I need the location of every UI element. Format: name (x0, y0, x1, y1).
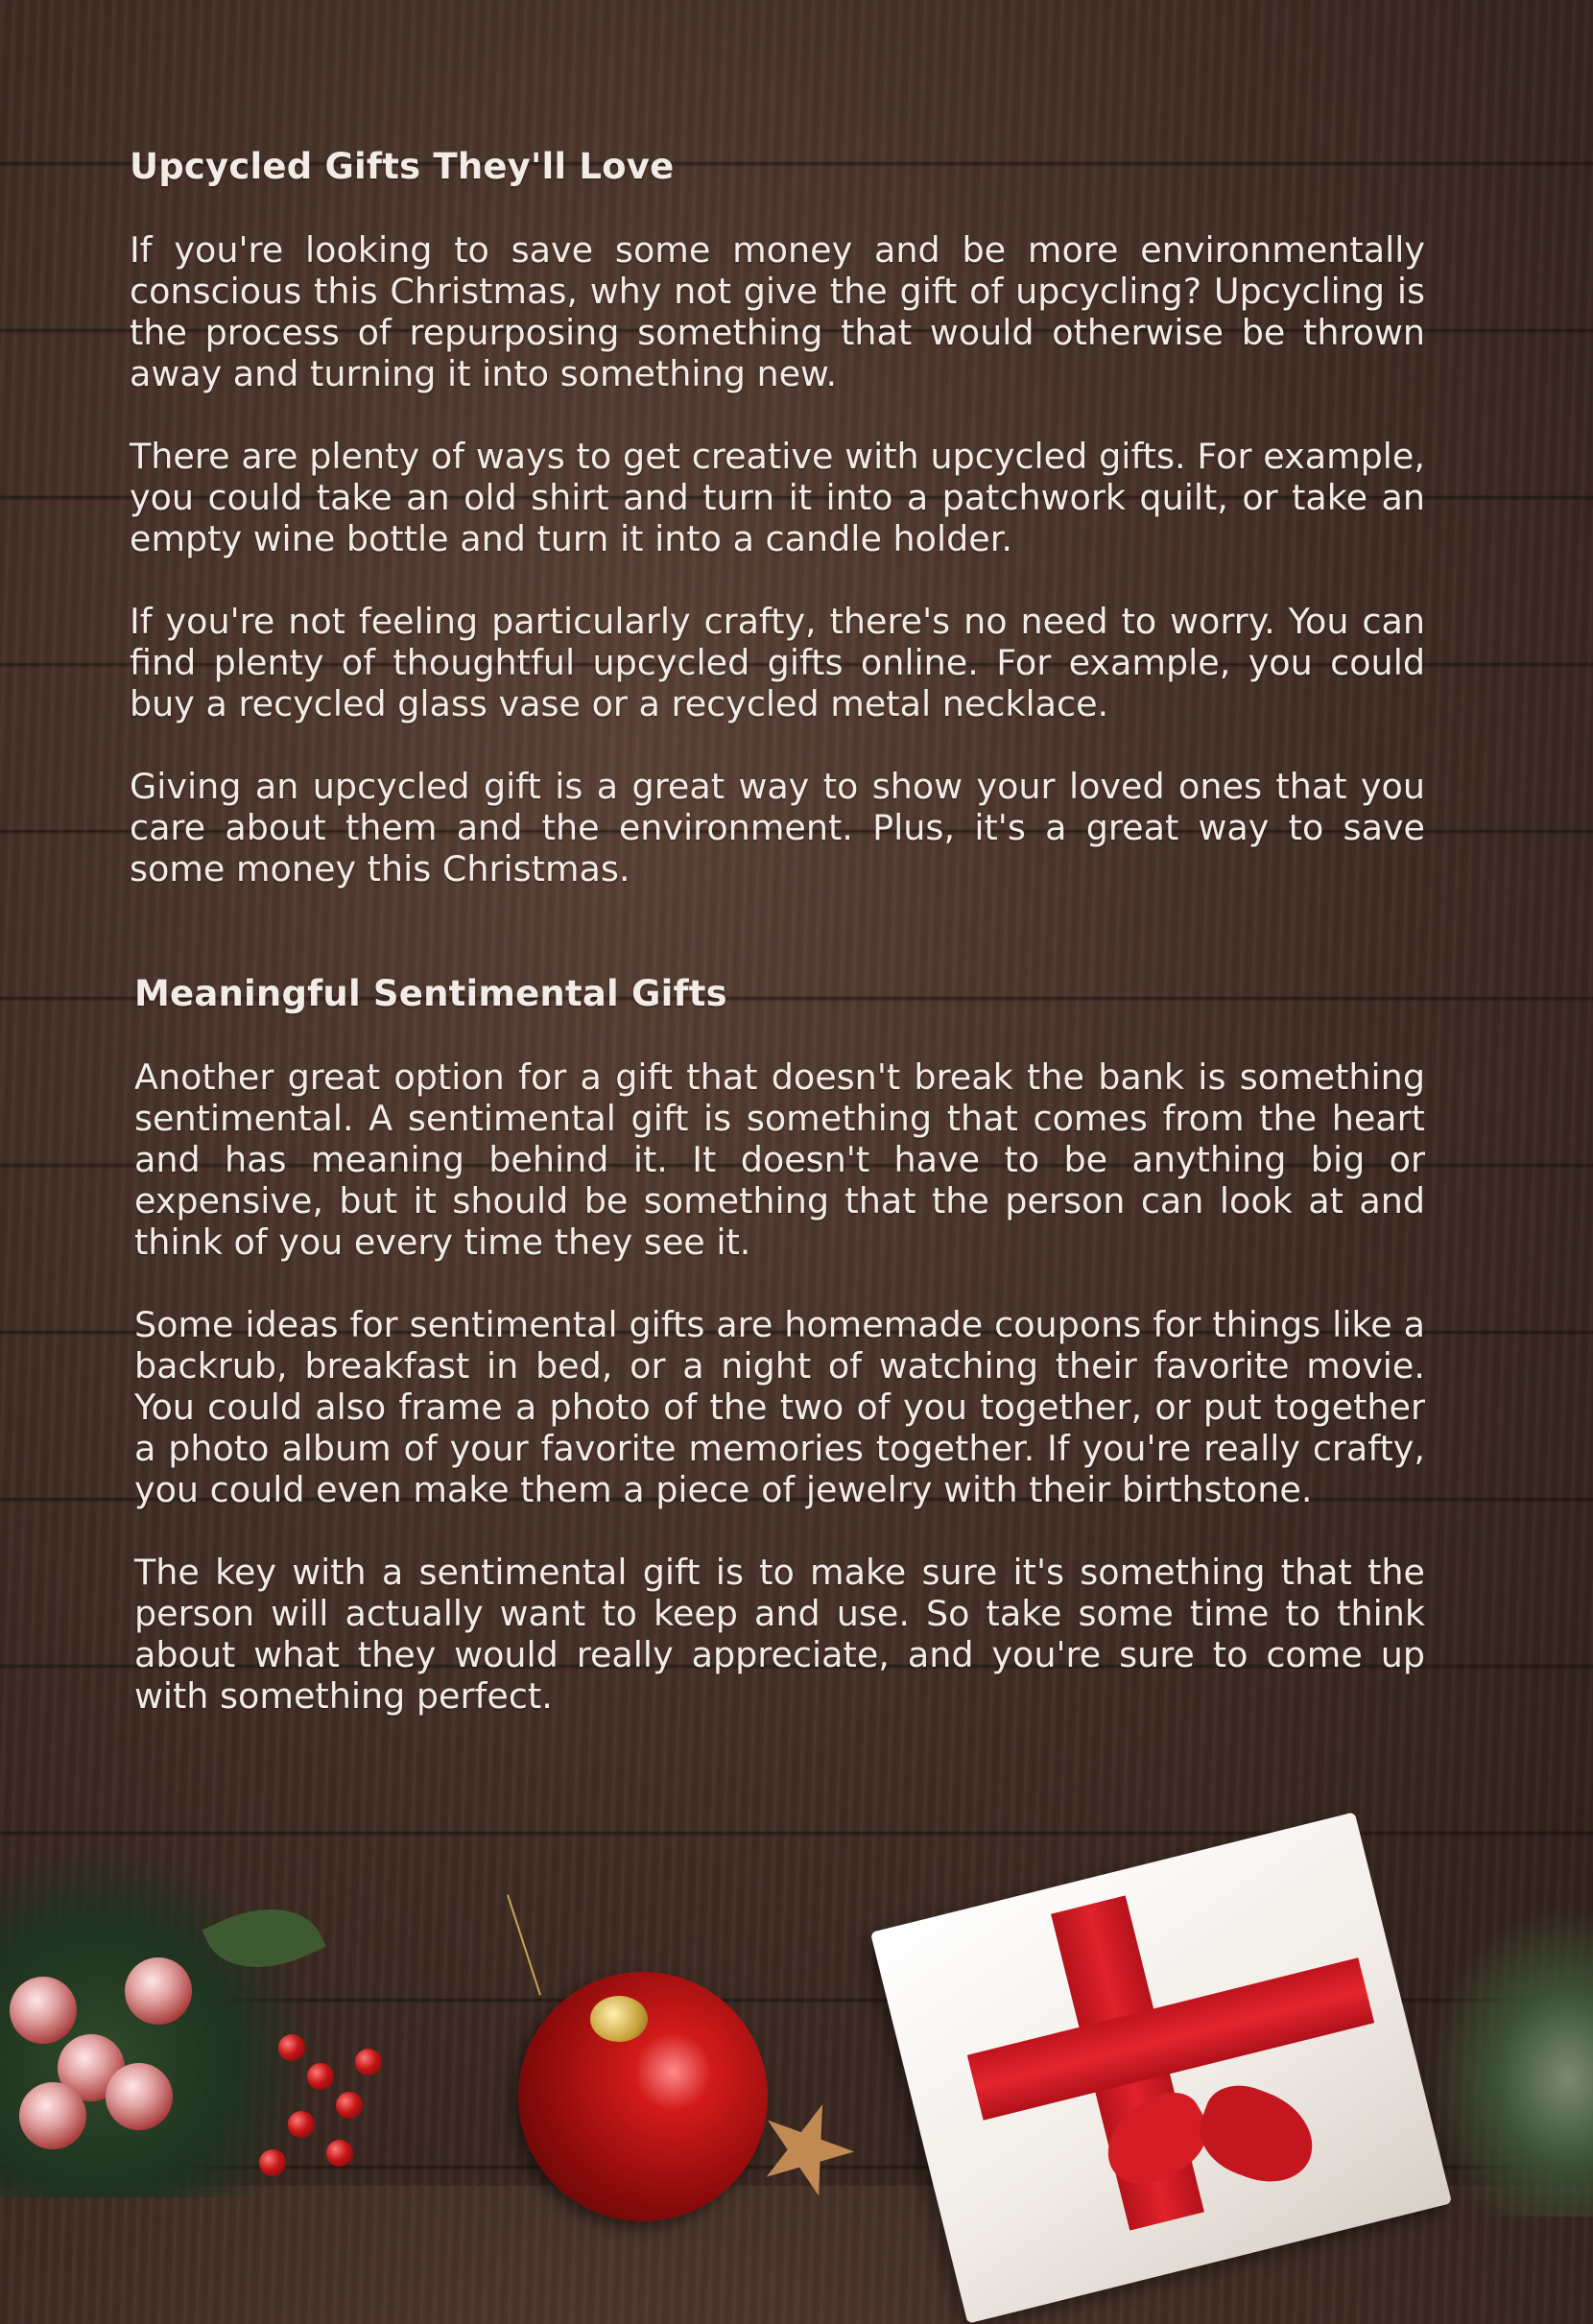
section-heading: Meaningful Sentimental Gifts (134, 973, 727, 1014)
paragraph: Some ideas for sentimental gifts are homemade coupons for things like a backrub, breakfast in bed, or a night of watching their favorite movie. You could also frame a photo of the two of you together, or put together a photo album of your favorite memories together. If you're really crafty, you could even make them a piece of jewelry with their birthstone. (134, 1304, 1425, 1510)
red-berry-image (259, 2149, 286, 2176)
frosted-berry-image (106, 2063, 173, 2130)
section-upcycled-gifts (130, 146, 1425, 889)
red-berry-image (326, 2140, 353, 2167)
red-berry-image (307, 2063, 334, 2090)
paragraph: If you're looking to save some money and be more environmentally conscious this Christmas, why not give the gift of upcycling? Upcycling is the process of repurposing something that would otherwise be thrown away and turning it into something new. (130, 229, 1425, 394)
frosted-berry-image (10, 1977, 77, 2044)
paragraph: If you're not feeling particularly crafty, there's no need to worry. You can find plenty of thoughtful upcycled gifts online. For example, you could buy a recycled glass vase or a recycled metal necklace. (130, 601, 1425, 724)
red-berry-image (336, 2092, 363, 2119)
ornament-string-image (507, 1894, 541, 1995)
frosted-pine-image (1430, 1909, 1593, 2217)
paragraph: Another great option for a gift that doesn't break the bank is something sentimental. A sentimental gift is something that comes from the heart and has meaning behind it. It doesn't have to be anything big or expensive, but it should be something that the person can look at and think of you every time they see it. (134, 1056, 1425, 1263)
frosted-berry-image (19, 2082, 86, 2149)
red-berry-image (288, 2111, 315, 2138)
paragraph: There are plenty of ways to get creative with upcycled gifts. For example, you could take an old shirt and turn it into a patchwork quilt, or take an empty wine bottle and turn it into a candle holder. (130, 436, 1425, 559)
ornament-cap-image (590, 1996, 648, 2042)
paragraph: Giving an upcycled gift is a great way to show your loved ones that you care about them and the environment. Plus, it's a great way to save some money this Christmas. (130, 766, 1425, 889)
frosted-berry-image (125, 1957, 192, 2025)
paragraph: The key with a sentimental gift is to make sure it's something that the person will actually want to keep and use. So take some time to think about what they would really appreciate, and you're sure to come up with something perfect. (134, 1552, 1425, 1717)
red-berry-image (355, 2049, 382, 2075)
red-berry-image (278, 2034, 305, 2061)
section-heading: Upcycled Gifts They'll Love (130, 146, 675, 187)
section-sentimental-gifts (134, 973, 1425, 1717)
